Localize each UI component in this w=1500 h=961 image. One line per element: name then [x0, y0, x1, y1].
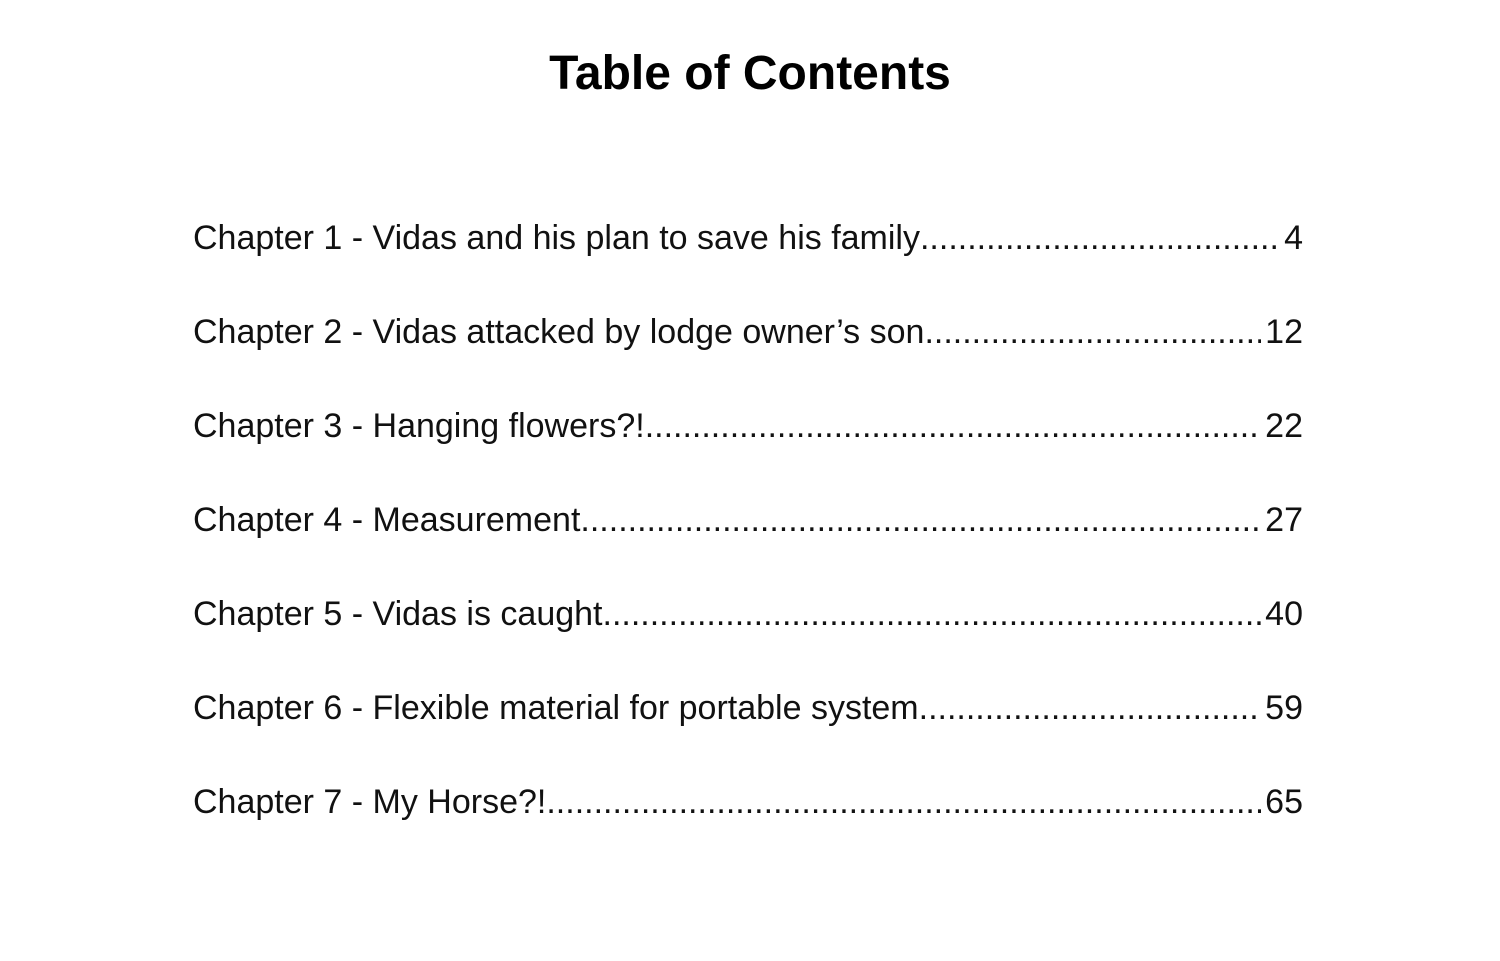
toc-entry-label: Chapter 7 - My Horse?! [193, 783, 547, 821]
dot-leader [645, 403, 1261, 449]
toc-entry-chapter-3[interactable] [193, 403, 1303, 497]
toc-entry-page-number: 65 [1265, 783, 1303, 821]
dot-leader [546, 779, 1261, 825]
toc-entry-label: Chapter 1 - Vidas and his plan to save his family [193, 219, 920, 257]
page-title: Table of Contents [549, 47, 951, 100]
toc-entry-chapter-2[interactable] [193, 309, 1303, 403]
toc-entry-label: Chapter 6 - Flexible material for portable system [193, 689, 919, 727]
dot-leader [603, 591, 1262, 637]
toc-entry-label: Chapter 2 - Vidas attacked by lodge owner’s son [193, 313, 925, 351]
toc-entry-label: Chapter 4 - Measurement [193, 501, 581, 539]
dot-leader [919, 685, 1262, 731]
toc-entry-page-number: 4 [1284, 219, 1303, 257]
toc-entry-page-number: 12 [1265, 313, 1303, 351]
toc-entry-label: Chapter 3 - Hanging flowers?! [193, 407, 645, 445]
toc-entry-chapter-4[interactable] [193, 497, 1303, 591]
dot-leader [920, 215, 1280, 261]
toc-entry-label: Chapter 5 - Vidas is caught [193, 595, 603, 633]
toc-entry-page-number: 59 [1265, 689, 1303, 727]
dot-leader [924, 309, 1261, 355]
toc-entry-chapter-1[interactable] [193, 215, 1303, 309]
toc-entry-page-number: 40 [1265, 595, 1303, 633]
toc-entry-page-number: 27 [1265, 501, 1303, 539]
dot-leader [580, 497, 1261, 543]
toc-entry-chapter-5[interactable] [193, 591, 1303, 685]
toc-list [193, 215, 1303, 873]
toc-entry-page-number: 22 [1265, 407, 1303, 445]
toc-entry-chapter-7[interactable] [193, 779, 1303, 873]
toc-entry-chapter-6[interactable] [193, 685, 1303, 779]
